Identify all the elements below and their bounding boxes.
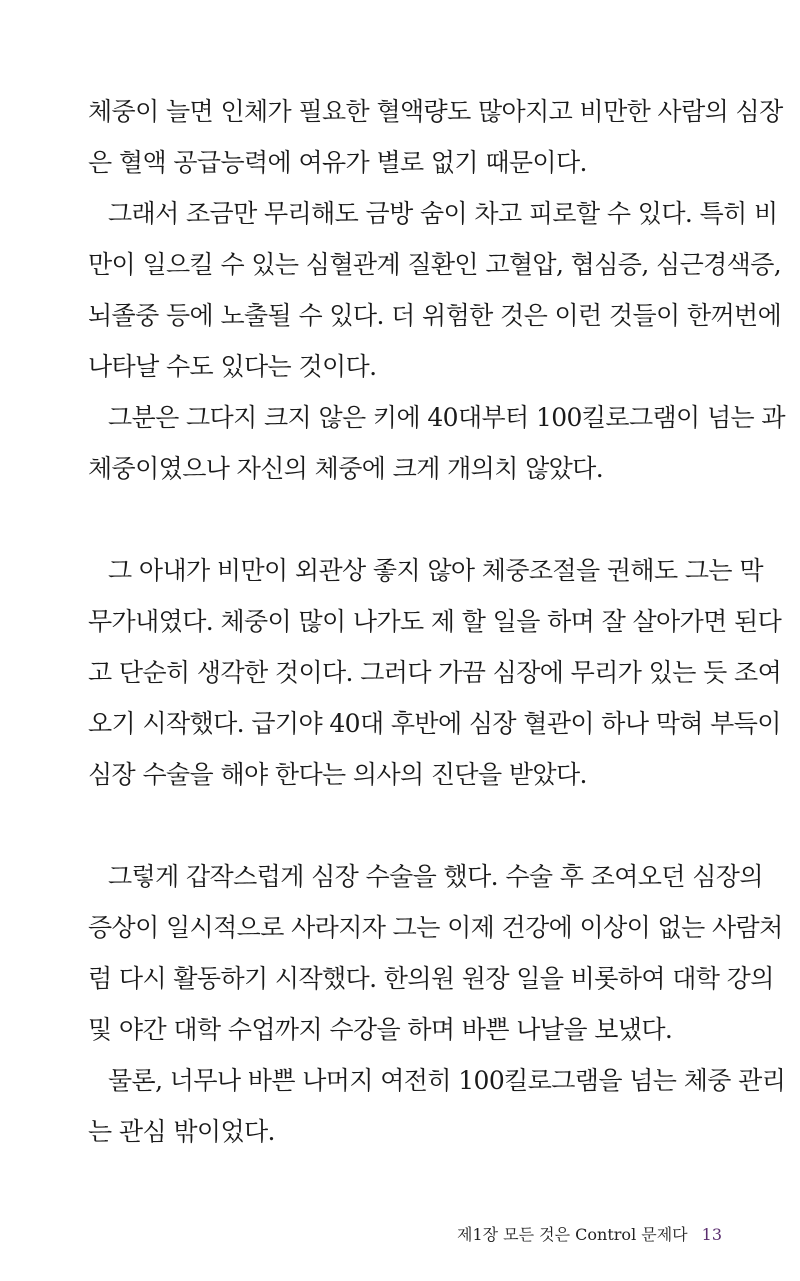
page-body (88, 86, 786, 1157)
text-line: 고 단순히 생각한 것이다. 그러다 가끔 심장에 무리가 있는 듯 조여 (88, 658, 782, 687)
paragraph-1 (88, 86, 783, 188)
text-line: 체중이였으나 자신의 체중에 크게 개의치 않았다. (88, 454, 604, 483)
page-number: 13 (701, 1225, 722, 1244)
text-line: 럼 다시 활동하기 시작했다. 한의원 원장 일을 비롯하여 대학 강의 (88, 964, 774, 993)
text-line: 체중이 늘면 인체가 필요한 혈액량도 많아지고 비만한 사람의 심장 (88, 97, 783, 126)
text-line: 그분은 그다지 크지 않은 키에 40대부터 100킬로그램이 넘는 과 (108, 403, 785, 432)
text-line: 및 야간 대학 수업까지 수강을 하며 바쁜 나날을 보냈다. (88, 1015, 673, 1044)
paragraph-2 (88, 188, 782, 392)
paragraph-6 (88, 1055, 786, 1157)
paragraph-gap (88, 494, 722, 545)
text-line: 증상이 일시적으로 사라지자 그는 이제 건강에 이상이 없는 사람처 (88, 913, 783, 942)
paragraph-gap (88, 800, 722, 851)
page-footer (457, 1222, 722, 1245)
text-line: 은 혈액 공급능력에 여유가 별로 없기 때문이다. (88, 148, 587, 177)
text-line: 심장 수술을 해야 한다는 의사의 진단을 받았다. (88, 760, 587, 789)
text-line: 나타날 수도 있다는 것이다. (88, 352, 377, 381)
text-line: 그래서 조금만 무리해도 금방 숨이 차고 피로할 수 있다. 특히 비 (108, 199, 778, 228)
chapter-title: 제1장 모든 것은 Control 문제다 (457, 1225, 688, 1244)
paragraph-3 (88, 392, 785, 494)
text-line: 무가내였다. 체중이 많이 나가도 제 할 일을 하며 잘 살아가면 된다 (88, 607, 782, 636)
text-line: 물론, 너무나 바쁜 나머지 여전히 100킬로그램을 넘는 체중 관리 (108, 1066, 786, 1095)
text-line: 만이 일으킬 수 있는 심혈관계 질환인 고혈압, 협심증, 심근경색증, (88, 250, 782, 279)
text-line: 오기 시작했다. 급기야 40대 후반에 심장 혈관이 하나 막혀 부득이 (88, 709, 781, 738)
text-line: 그 아내가 비만이 외관상 좋지 않아 체중조절을 권해도 그는 막 (108, 556, 763, 585)
paragraph-5 (88, 851, 783, 1055)
text-line: 는 관심 밖이었다. (88, 1117, 275, 1146)
text-line: 뇌졸중 등에 노출될 수 있다. 더 위험한 것은 이런 것들이 한꺼번에 (88, 301, 782, 330)
paragraph-4 (88, 545, 782, 800)
text-line: 그렇게 갑작스럽게 심장 수술을 했다. 수술 후 조여오던 심장의 (108, 862, 763, 891)
